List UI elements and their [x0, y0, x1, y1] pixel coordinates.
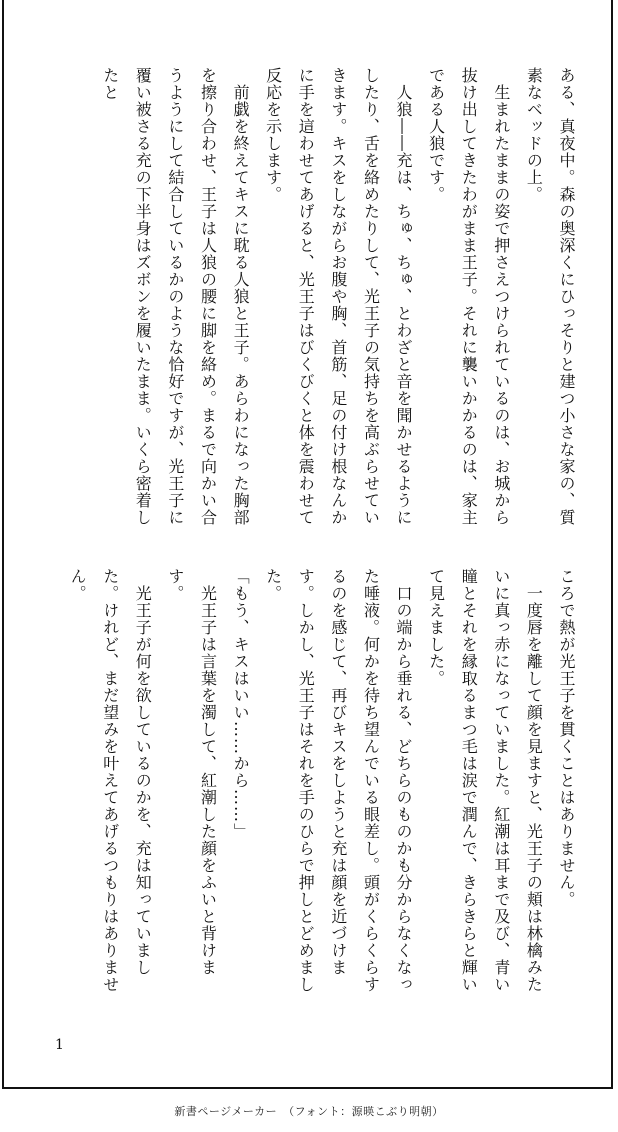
- paragraph: 「もう、キスはいい……から……」: [231, 568, 251, 840]
- paragraph: 口の端から垂れる、どちらのものかも分からなくなった唾液。何かを待ち望んでいる眼差し。頭がくらくらするのを感じて、再びキスをしようと充は顔を近づけます。しかし、光王子はそれを手のひらで押しとどめました。: [263, 568, 414, 993]
- paragraph: 一度唇を離して顔を見ますと、光王子の頬は林檎みたいに真っ赤になっていました。紅潮は耳まで及び、青い瞳とそれを縁取るまつ毛は涙で潤んで、きらきらと輝いて見えました。: [426, 568, 544, 993]
- paragraph: ある、真夜中。森の奥深くにひっそりと建つ小さな家の、質素なベッドの上。: [524, 67, 576, 526]
- paragraph: 前戯を終えてキスに耽る人狼と王子。あらわになった胸部を擦り合わせ、王子は人狼の腰に脚を絡め。まるで向かい合うようにして結合しているかのような恰好ですが、光王子に覆い被さる充の下半身はズボンを履いたまま。いくら密着したと: [100, 67, 251, 526]
- page-number: 1: [55, 1037, 64, 1053]
- paragraph: 人狼――充は、ちゅ、ちゅ、とわざと音を聞かせるようにしたり、舌を絡めたりして、光王子の気持ちを高ぶらせていきます。キスをしながらお腹や胸、首筋、足の付け根なんかに手を這わせてあげると、光王子はびくびくと体を震わせて反応を示します。: [263, 67, 414, 526]
- paragraph: 光王子は言葉を濁して、紅潮した顔をふいと背けます。: [165, 568, 218, 976]
- text-block-top: [62, 67, 582, 527]
- footer-credit: 新書ページメーカー （フォント：源暎こぶり明朝）: [174, 1105, 444, 1118]
- paragraph: 光王子が何を欲しているのかを、充は知っていました。けれど、まだ望みを叶えてあげるつもりはありません。: [68, 568, 153, 993]
- text-block-bottom: [62, 568, 582, 1000]
- paragraph: ころで熱が光王子を貫くことはありません。: [557, 568, 576, 908]
- paragraph: 生まれたままの姿で押さえつけられているのは、お城から抜け出してきたわがまま王子。それに襲いかかるのは、家主である人狼です。: [426, 67, 511, 526]
